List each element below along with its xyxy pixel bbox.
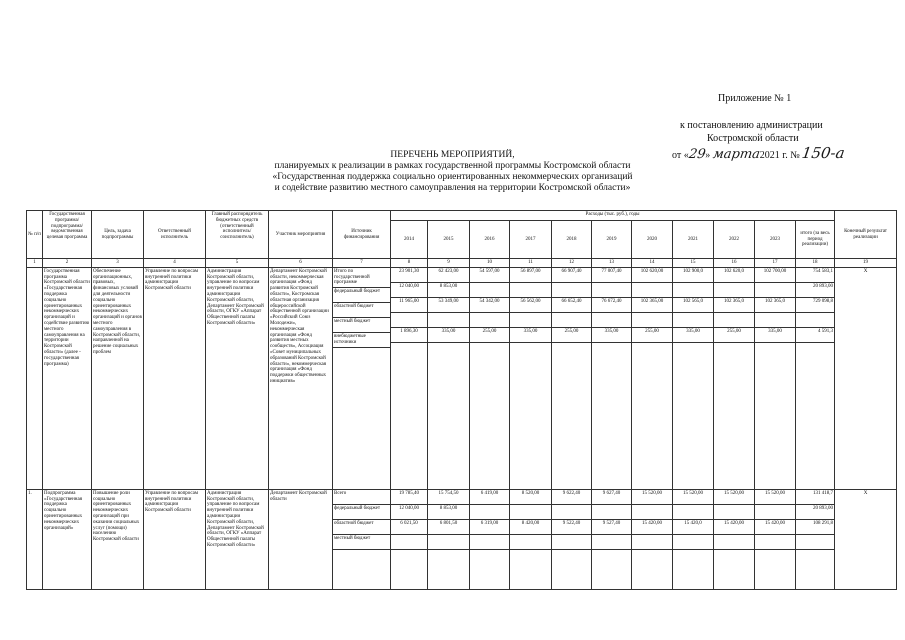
title-line-2: планируемых к реализации в рамках государственной программы Костромской области (274, 161, 631, 171)
source-label: областной бюджет (333, 303, 390, 318)
header-sources: Источник финансирования (333, 211, 391, 259)
year-value: 102 900,0 (673, 268, 713, 283)
year-value (632, 535, 672, 550)
year-value: 102 620,0 (714, 268, 754, 283)
year-value (714, 283, 754, 298)
year-value: 23 901,30 (391, 268, 427, 283)
year-value (552, 313, 591, 328)
year-value (391, 535, 427, 550)
cell-participants: Департамент Костромской области, некоммерческая организация «Фонд развития Костромской области», Костромская областная организация общероссийской общественной организации «Российский Союз Молодежи», некоммерческая организация «Фонд развития местных сообществ», Ассоциация «Совет муниципальных образований Костромской области», некоммерческая организация «Фонд поддержки общественных инициатив» (269, 267, 333, 489)
source-label: внебюджетные источники (333, 333, 390, 348)
year-value: 56 562,00 (510, 298, 551, 313)
year-value (632, 313, 672, 328)
cell-year-values (391, 489, 428, 589)
column-number: 1 (27, 259, 43, 268)
year-value (673, 535, 713, 550)
year-value: 6 419,00 (470, 490, 509, 505)
column-number: 15 (673, 259, 714, 268)
column-number: 11 (510, 259, 552, 268)
document-title (0, 150, 905, 194)
total-value (796, 535, 834, 550)
total-value: 131 418,7 (796, 490, 834, 505)
cell-year-values (592, 489, 632, 589)
title-line-1: ПЕРЕЧЕНЬ МЕРОПРИЯТИЙ, (390, 150, 515, 160)
year-value: 9 627,40 (592, 490, 631, 505)
cell-year-values (510, 267, 552, 489)
header-year-cell: 2023 (755, 221, 796, 259)
year-value (552, 283, 591, 298)
cell-year-values (428, 267, 470, 489)
year-value (632, 505, 672, 520)
header-year-cell: 2016 (470, 221, 510, 259)
cell-year-values (552, 267, 592, 489)
year-value: 15 420,0 (673, 520, 713, 535)
year-value (391, 313, 427, 328)
column-number: 7 (333, 259, 391, 268)
handwritten-number: 150-а (800, 144, 847, 162)
year-value (755, 313, 795, 328)
cell-year-values (755, 267, 796, 489)
cell-sources (333, 267, 391, 489)
year-value: 1 896,30 (391, 328, 427, 343)
year-value: 102 700,00 (755, 268, 795, 283)
year-value: 102 365,0 (755, 298, 795, 313)
cell-manager: Администрация Костромской области, управление по вопросам внутренней политики администрации Костромской области, Департамент Костромской области, ОГКУ «Аппарат Общественной палаты Костромской области» (206, 489, 269, 589)
title-line-3: «Государственная поддержка социально ориентированных некоммерческих организаций (272, 172, 633, 182)
source-label: федеральный бюджет (333, 288, 390, 303)
cell-total (796, 489, 835, 589)
year-value (470, 505, 509, 520)
year-value: 335,00 (428, 328, 469, 343)
column-number: 6 (269, 259, 333, 268)
cell-year-values (510, 489, 552, 589)
header-goal: Цель, задача подпрограммы (92, 211, 144, 259)
header-name: Государственная программа/ подпрограмма/ ведомственная целевая программа (43, 211, 92, 259)
source-label: Итого по государственной программе (333, 268, 390, 288)
handwritten-day: 29 (687, 147, 707, 162)
header-result: Конечный результат реализации (835, 211, 897, 259)
cell-participants: Департамент Костромской области (269, 489, 333, 589)
year-value (673, 283, 713, 298)
year-value (714, 313, 754, 328)
date-year: 2021 г. № (759, 150, 800, 161)
source-label: федеральный бюджет (333, 505, 390, 520)
year-value (592, 535, 631, 550)
year-value: 6 021,50 (391, 520, 427, 535)
column-number: 3 (92, 259, 144, 268)
title-line-4: и содействие развитию местного самоуправления на территории Костромской области» (274, 183, 631, 193)
table-row-subprogram-1 (27, 489, 897, 589)
decree-line-2: Костромской области (707, 133, 799, 144)
year-value: 15 420,00 (632, 520, 672, 535)
total-value: 108 291,8 (796, 520, 834, 535)
year-value: 76 672,40 (592, 298, 631, 313)
year-value: 54 342,00 (470, 298, 509, 313)
year-value: 8 853,00 (428, 283, 469, 298)
cell-year-values (632, 267, 673, 489)
cell-year-values (714, 489, 755, 589)
year-value (470, 535, 509, 550)
year-value (510, 313, 551, 328)
header-total: итого (за весь период реализации) (796, 221, 835, 259)
column-number: 16 (714, 259, 755, 268)
measures-table (26, 210, 897, 590)
header-participants: Участник мероприятия (269, 211, 333, 259)
cell-year-values (391, 267, 428, 489)
year-value: 255,00 (552, 328, 591, 343)
column-number: 2 (43, 259, 92, 268)
header-manager: Главный распорядитель бюджетных средств (ответственный исполнитель/соисполнитель) (206, 211, 269, 259)
total-value: 20 893,00 (796, 283, 834, 298)
year-value: 9 622,40 (552, 490, 591, 505)
column-number: 9 (428, 259, 470, 268)
header-year-cell: 2019 (592, 221, 632, 259)
year-value: 15 420,00 (755, 520, 795, 535)
cell-sources (333, 489, 391, 589)
total-value: 729 098,8 (796, 298, 834, 313)
year-value (714, 505, 754, 520)
column-number: 13 (592, 259, 632, 268)
year-value: 102 365,00 (632, 298, 672, 313)
year-value (510, 505, 551, 520)
cell-goal: Повышение роли социально ориентированных некоммерческих организаций при оказании социальных услуг (помощи) населению Костромской области (92, 489, 144, 589)
cell-responsible: Управление по вопросам внутренней политики администрации Костромской области (144, 489, 206, 589)
year-value: 15 520,00 (632, 490, 672, 505)
column-numbers-row (27, 259, 897, 268)
year-value: 335,00 (510, 328, 551, 343)
cell-num (27, 267, 43, 489)
header-responsible: Ответственный исполнитель (144, 211, 206, 259)
year-value: 102 565,0 (673, 298, 713, 313)
total-value: 754 583,1 (796, 268, 834, 283)
year-value (428, 313, 469, 328)
header-row-1 (27, 211, 897, 221)
cell-year-values (755, 489, 796, 589)
total-value: 20 893,00 (796, 505, 834, 520)
year-value: 102 620,00 (632, 268, 672, 283)
column-number: 4 (144, 259, 206, 268)
source-label: Всего (333, 490, 390, 505)
cell-num: 1. (27, 489, 43, 589)
column-number: 12 (552, 259, 592, 268)
year-value (755, 283, 795, 298)
year-value: 255,00 (714, 328, 754, 343)
year-value (470, 283, 509, 298)
year-value: 66 907,40 (552, 268, 591, 283)
year-value: 54 597,00 (470, 268, 509, 283)
year-value (592, 505, 631, 520)
year-value: 11 965,00 (391, 298, 427, 313)
year-value (755, 535, 795, 550)
column-number: 17 (755, 259, 796, 268)
source-label: местный бюджет (333, 318, 390, 333)
cell-total (796, 267, 835, 489)
year-value (592, 283, 631, 298)
year-value (552, 535, 591, 550)
header-year-cell: 2018 (552, 221, 592, 259)
cell-name: Государственная программа Костромской области «Государственная поддержка социально ориентированных некоммерческих организаций и содействие развитию местного самоуправления на территории Костромской области» (далее - государственная программа) (43, 267, 92, 489)
year-value: 12 040,00 (391, 505, 427, 520)
year-value (470, 313, 509, 328)
year-value: 62 423,00 (428, 268, 469, 283)
cell-goal: Обеспечение организационных, правовых, финансовых условий для деятельности социально ориентированных некоммерческих организаций и органов местного самоуправления в Костромской области, направленной на решение социальных проблем (92, 267, 144, 489)
year-value: 335,00 (673, 328, 713, 343)
cell-year-values (470, 267, 510, 489)
year-value (552, 505, 591, 520)
cell-year-values (632, 489, 673, 589)
cell-year-values (673, 267, 714, 489)
year-value: 15 754,50 (428, 490, 469, 505)
cell-year-values (470, 489, 510, 589)
year-value: 66 652,40 (552, 298, 591, 313)
year-value: 77 007,40 (592, 268, 631, 283)
cell-year-values (714, 267, 755, 489)
cell-year-values (552, 489, 592, 589)
total-value: 4 591,3 (796, 328, 834, 343)
year-value: 9 522,40 (552, 520, 591, 535)
header-year-cell: 2020 (632, 221, 673, 259)
year-value (510, 535, 551, 550)
year-value: 6 801,50 (428, 520, 469, 535)
year-value: 6 319,00 (470, 520, 509, 535)
year-value: 53 349,00 (428, 298, 469, 313)
header-year-cell: 2017 (510, 221, 552, 259)
year-value: 8 520,00 (510, 490, 551, 505)
cell-result: X (835, 267, 897, 489)
year-value: 335,00 (592, 328, 631, 343)
date-prefix: от « (672, 150, 689, 161)
year-value (510, 283, 551, 298)
year-value: 15 520,00 (755, 490, 795, 505)
cell-year-values (592, 267, 632, 489)
table-row-state-program (27, 267, 897, 489)
year-value: 9 527,40 (592, 520, 631, 535)
header-year-cell: 2021 (673, 221, 714, 259)
year-value: 8 420,00 (510, 520, 551, 535)
handwritten-month: марта (711, 147, 761, 162)
column-number: 19 (835, 259, 897, 268)
year-value (714, 535, 754, 550)
column-number: 18 (796, 259, 835, 268)
year-value: 255,00 (470, 328, 509, 343)
year-value: 15 520,00 (714, 490, 754, 505)
year-value: 255,00 (632, 328, 672, 343)
year-value: 102 365,0 (714, 298, 754, 313)
header-year-cell: 2015 (428, 221, 470, 259)
total-value (796, 313, 834, 328)
cell-year-values (428, 489, 470, 589)
column-number: 14 (632, 259, 673, 268)
cell-year-values (673, 489, 714, 589)
year-value: 335,00 (755, 328, 795, 343)
source-label: областной бюджет (333, 520, 390, 535)
column-number: 5 (206, 259, 269, 268)
year-value (428, 535, 469, 550)
year-value (632, 283, 672, 298)
cell-name: Подпрограмма «Государственная поддержка социально ориентированных некоммерческих организаций» (43, 489, 92, 589)
year-value (673, 313, 713, 328)
year-value: 12 040,00 (391, 283, 427, 298)
year-value (592, 313, 631, 328)
column-number: 10 (470, 259, 510, 268)
cell-result: X (835, 489, 897, 589)
source-label: местный бюджет (333, 535, 390, 550)
header-num: № п/п (27, 211, 43, 259)
year-value: 8 853,00 (428, 505, 469, 520)
appendix-label: Приложение № 1 (718, 93, 792, 104)
year-value (755, 505, 795, 520)
year-value: 15 520,00 (673, 490, 713, 505)
decree-line-1: к постановлению администрации (680, 120, 823, 131)
year-value: 56 897,00 (510, 268, 551, 283)
date-mid: » (705, 150, 711, 161)
cell-responsible: Управление по вопросам внутренней политики администрации Костромской области (144, 267, 206, 489)
header-year-cell: 2022 (714, 221, 755, 259)
header-year-cell: 2014 (391, 221, 428, 259)
header-expenses: Расходы (тыс. руб.), годы (391, 211, 835, 221)
year-value: 19 785,40 (391, 490, 427, 505)
cell-manager: Администрация Костромской области, управление по вопросам внутренней политики администрации Костромской области, Департамент Костромской области, ОГКУ «Аппарат Общественной палаты Костромской области» (206, 267, 269, 489)
year-value (673, 505, 713, 520)
column-number: 8 (391, 259, 428, 268)
year-value: 15 420,00 (714, 520, 754, 535)
